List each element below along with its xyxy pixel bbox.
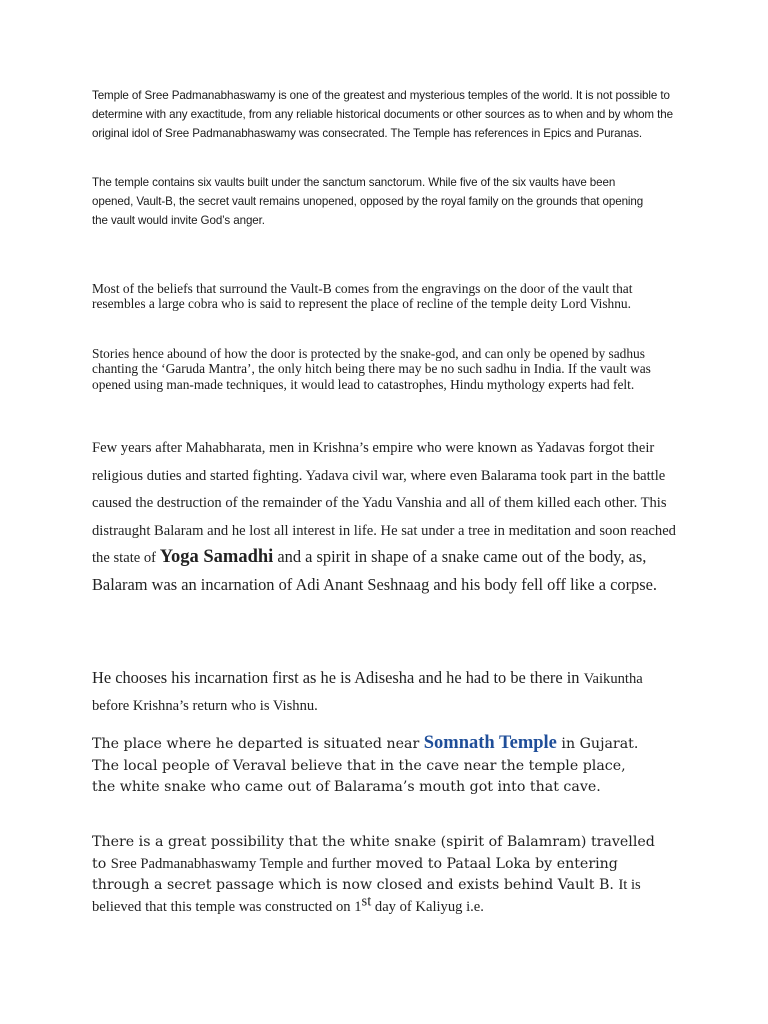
vaults-paragraph: The temple contains six vaults built under the sanctum sanctorum. While five of the six vaults have been opened, Vault-B, the secret vault remains unopened, opposed by the royal family on the grounds that opening the vault would invite God’s anger. [92, 176, 644, 227]
somnath-text-a: The place where he departed is situated near [92, 736, 424, 752]
incarnation-paragraph [92, 665, 652, 719]
somnath-text-c: in Gujarat. The local people of Veraval believe that in the cave near the temple place, the white snake who came out of Balarama’s mouth got into that cave. [92, 736, 639, 795]
intro-paragraph: Temple of Sree Padmanabhaswamy is one of the greatest and mysterious temples of the world. It is not possible to determine with any exactitude, from any reliable historical documents or other sources as to when and by whom the original idol of Sree Padmanabhaswamy was consecrated. The Temple has references in Epics and Puranas. [92, 89, 673, 140]
white-snake-text-c: moved to Pataal Loka by entering through a secret passage which is now closed and exists behind Vault B. [92, 855, 619, 893]
white-snake-text-d: It is believed that this temple was constructed on 1 [92, 877, 641, 915]
white-snake-text-b: Sree Padmanabhaswamy Temple and further [110, 855, 372, 872]
somnath-paragraph [92, 733, 652, 799]
balarama-paragraph [92, 434, 682, 598]
balarama-text-a: Few years after Mahabharata, men in Krishna’s empire who were known as Yadavas forgot their religious duties and started fighting. Yadava civil war, where even Balarama took part in the battle caused the destruction of the remainder of the Yadu Vanshia and all of them killed each other. This distraught Balaram and he lost all interest in life. He sat under a tree in meditation and soon reached the state of [92, 440, 676, 566]
somnath-temple-term: Somnath Temple [423, 733, 557, 753]
vault-b-beliefs-paragraph: Most of the beliefs that surround the Vault-B comes from the engravings on the door of the vault that resembles a large cobra who is said to represent the place of recline of the temple deity Lord Vishnu. [92, 281, 633, 312]
white-snake-text-a: There is a great possibility that the white snake (spirit of Balamram) travelled to [92, 834, 655, 872]
garuda-mantra-paragraph: Stories hence abound of how the door is protected by the snake-god, and can only be opened by sadhus chanting the ‘Garuda Mantra’, the only hitch being there may be no such sadhu in India. If the vault was opened using man-made techniques, it would lead to catastrophes, Hindu mythology experts had felt. [92, 346, 651, 392]
white-snake-text-e: day of Kaliyug i.e. [371, 898, 484, 915]
white-snake-paragraph [92, 832, 668, 918]
incarnation-text-a: He chooses his incarnation first as he is Adisesha and he had to be there in [92, 668, 584, 687]
ordinal-suffix: st [361, 892, 372, 909]
balarama-text-c: and a spirit in shape of a snake came out of the body, as, Balaram was an incarnation of Adi Anant Seshnaag and his body fell off like a corpse. [92, 547, 658, 594]
yoga-samadhi-term: Yoga Samadhi [159, 547, 274, 567]
incarnation-text-b: Vaikuntha before Krishna’s return who is Vishnu. [92, 671, 643, 714]
